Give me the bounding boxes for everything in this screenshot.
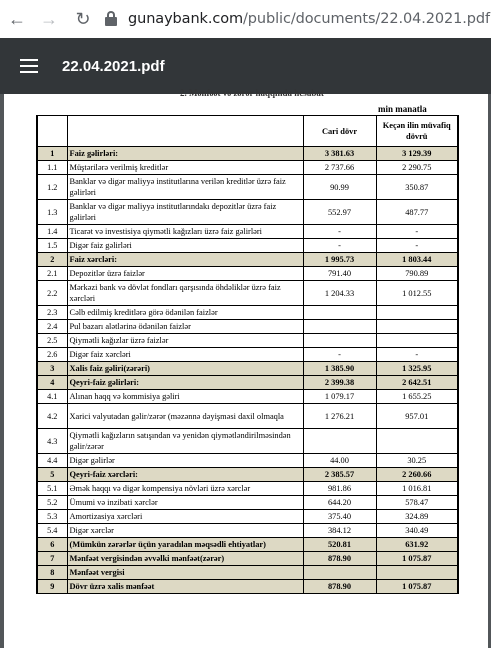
url-text[interactable]	[128, 11, 490, 27]
row-current-value: 791.40	[303, 267, 376, 281]
reload-icon[interactable]: ↻	[75, 8, 91, 29]
row-prior-value	[376, 429, 458, 454]
row-label: Əmək haqqı və digər kompensiya növləri üzrə xərclər	[67, 482, 303, 496]
row-current-value: -	[303, 239, 376, 253]
row-number: 7	[37, 552, 67, 566]
row-prior-value: -	[376, 225, 458, 239]
row-label: Ticarət və investisiya qiymətli kağızları üzrə faiz gəlirləri	[67, 225, 303, 239]
pdf-page	[4, 88, 488, 648]
table-row	[37, 454, 458, 468]
row-prior-value: 1 803.44	[376, 253, 458, 267]
row-label: Digər faiz gəlirləri	[67, 239, 303, 253]
row-prior-value: 3 129.39	[376, 147, 458, 161]
row-prior-value: 578.47	[376, 496, 458, 510]
table-row	[37, 552, 458, 566]
row-label: Alınan haqq və kommisiya gəliri	[67, 390, 303, 404]
row-label: Qiymətli kağızlar üzrə faizlər	[67, 334, 303, 348]
row-prior-value: -	[376, 239, 458, 253]
table-header-row	[37, 116, 458, 147]
lock-icon[interactable]	[104, 11, 118, 27]
row-current-value: 1 204.33	[303, 281, 376, 306]
header-current-period: Cari dövr	[303, 116, 376, 147]
row-prior-value: 1 012.55	[376, 281, 458, 306]
row-current-value: 520.81	[303, 538, 376, 552]
row-prior-value: 1 655.25	[376, 390, 458, 404]
row-current-value: 2 737.66	[303, 161, 376, 175]
row-number: 1.4	[37, 225, 67, 239]
row-prior-value: 1 075.87	[376, 580, 458, 594]
forward-arrow-icon[interactable]: →	[40, 8, 58, 29]
row-number: 2.4	[37, 320, 67, 334]
table-row	[37, 281, 458, 306]
row-current-value: 44.00	[303, 454, 376, 468]
row-number: 3	[37, 362, 67, 376]
table-row	[37, 334, 458, 348]
table-row	[37, 147, 458, 161]
row-number: 6	[37, 538, 67, 552]
row-label: Pul bazarı alətlərinə ödənilən faizlər	[67, 320, 303, 334]
row-label: Mənfəət vergisindən əvvəlki mənfəət(zərər)	[67, 552, 303, 566]
table-row	[37, 566, 458, 580]
row-current-value: 644.20	[303, 496, 376, 510]
row-current-value: 1 276.21	[303, 404, 376, 429]
table-row	[37, 429, 458, 454]
row-label: Banklar və digər maliyyə institutlarındakı depozitlər üzrə faiz gəlirləri	[67, 200, 303, 225]
browser-toolbar	[0, 0, 491, 38]
row-current-value: -	[303, 348, 376, 362]
row-label: (Mümkün zərərlər üçün yaradılan məqsədli ehtiyatlar)	[67, 538, 303, 552]
table-row	[37, 482, 458, 496]
row-number: 2.3	[37, 306, 67, 320]
row-number: 2.2	[37, 281, 67, 306]
row-number: 2.5	[37, 334, 67, 348]
row-prior-value: 30.25	[376, 454, 458, 468]
row-current-value	[303, 334, 376, 348]
table-row	[37, 320, 458, 334]
row-number: 1.5	[37, 239, 67, 253]
row-label: Xalis faiz gəliri(zərəri)	[67, 362, 303, 376]
table-row	[37, 524, 458, 538]
row-current-value: 375.40	[303, 510, 376, 524]
row-number: 8	[37, 566, 67, 580]
row-number: 4.1	[37, 390, 67, 404]
row-prior-value: 2 642.51	[376, 376, 458, 390]
row-number: 4.4	[37, 454, 67, 468]
row-prior-value: 2 260.66	[376, 468, 458, 482]
url-host: gunaybank.com	[128, 11, 244, 27]
row-prior-value: 340.49	[376, 524, 458, 538]
row-current-value: 1 385.90	[303, 362, 376, 376]
row-number: 1.1	[37, 161, 67, 175]
table-row	[37, 362, 458, 376]
row-prior-value: 790.89	[376, 267, 458, 281]
row-number: 5.3	[37, 510, 67, 524]
row-label: Amortizasiya xərcləri	[67, 510, 303, 524]
table-row	[37, 200, 458, 225]
back-arrow-icon[interactable]: ←	[8, 8, 26, 29]
row-prior-value: 487.77	[376, 200, 458, 225]
row-number: 5.1	[37, 482, 67, 496]
row-label: Digər gəlirlər	[67, 454, 303, 468]
header-blank-num	[37, 116, 67, 147]
row-current-value	[303, 320, 376, 334]
section-heading: 2. Mənfəət və zərər haqqında hesabat	[180, 88, 324, 98]
row-current-value: 981.86	[303, 482, 376, 496]
table-row	[37, 267, 458, 281]
table-row	[37, 161, 458, 175]
row-prior-value: -	[376, 348, 458, 362]
row-prior-value: 631.92	[376, 538, 458, 552]
row-label: Qiymətli kağızların satışından və yenidən qiymətləndirilməsindən gəlir/zərər	[67, 429, 303, 454]
row-current-value: 878.90	[303, 552, 376, 566]
row-prior-value: 350.87	[376, 175, 458, 200]
table-row	[37, 390, 458, 404]
row-current-value: 2 399.38	[303, 376, 376, 390]
row-prior-value: 324.89	[376, 510, 458, 524]
row-prior-value: 1 325.95	[376, 362, 458, 376]
table-row	[37, 580, 458, 594]
row-current-value: 1 995.73	[303, 253, 376, 267]
row-current-value: 384.12	[303, 524, 376, 538]
table-row	[37, 468, 458, 482]
table-row	[37, 225, 458, 239]
pdf-viewer-toolbar	[0, 38, 491, 94]
row-current-value	[303, 429, 376, 454]
row-prior-value	[376, 320, 458, 334]
row-current-value: 90.99	[303, 175, 376, 200]
row-number: 4	[37, 376, 67, 390]
unit-label: min manatla	[378, 104, 427, 114]
row-label: Qeyri-faiz gəlirləri:	[67, 376, 303, 390]
table-row	[37, 253, 458, 267]
row-label: Cəlb edilmiş kreditlərə görə ödənilən faizlər	[67, 306, 303, 320]
row-number: 5.2	[37, 496, 67, 510]
row-number: 2.1	[37, 267, 67, 281]
row-prior-value: 1 075.87	[376, 552, 458, 566]
row-current-value	[303, 306, 376, 320]
row-number: 2.6	[37, 348, 67, 362]
row-label: Mərkəzi bank və dövlət fondları qarşısında öhdəliklər üzrə faiz xərcləri	[67, 281, 303, 306]
table-row	[37, 175, 458, 200]
row-label: Ümumi və inzibati xərclər	[67, 496, 303, 510]
row-prior-value: 957.01	[376, 404, 458, 429]
row-number: 5	[37, 468, 67, 482]
row-current-value: 1 079.17	[303, 390, 376, 404]
row-prior-value	[376, 334, 458, 348]
row-current-value: 3 381.63	[303, 147, 376, 161]
row-label: Xarici valyutadan gəlir/zərər (məzənnə dəyişməsi daxil olmaqla	[67, 404, 303, 429]
row-number: 9	[37, 580, 67, 594]
row-label: Mənfəət vergisi	[67, 566, 303, 580]
row-label: Faiz xərcləri:	[67, 253, 303, 267]
row-label: Banklar və digər maliyyə institutlarına verilən kreditlər üzrə faiz gəlirləri	[67, 175, 303, 200]
row-current-value: 2 385.57	[303, 468, 376, 482]
row-current-value: 552.97	[303, 200, 376, 225]
row-prior-value	[376, 566, 458, 580]
row-number: 4.2	[37, 404, 67, 429]
pdf-viewer-area	[0, 88, 491, 648]
table-row	[37, 404, 458, 429]
row-prior-value: 1 016.81	[376, 482, 458, 496]
row-number: 1.2	[37, 175, 67, 200]
table-row	[37, 239, 458, 253]
row-current-value: -	[303, 225, 376, 239]
row-prior-value: 2 290.75	[376, 161, 458, 175]
table-row	[37, 376, 458, 390]
income-statement-table	[36, 115, 459, 594]
table-row	[37, 348, 458, 362]
header-blank-label	[67, 116, 303, 147]
url-path: /public/documents/22.04.2021.pdf	[243, 11, 490, 27]
table-row	[37, 496, 458, 510]
row-label: Digər faiz xərcləri	[67, 348, 303, 362]
header-prior-period: Keçən ilin müvafiq dövrü	[376, 116, 458, 147]
table-row	[37, 306, 458, 320]
row-number: 1	[37, 147, 67, 161]
address-bar[interactable]	[104, 5, 491, 33]
row-number: 1.3	[37, 200, 67, 225]
row-label: Digər xərclər	[67, 524, 303, 538]
row-label: Qeyri-faiz xərcləri:	[67, 468, 303, 482]
row-label: Dövr üzrə xalis mənfəət	[67, 580, 303, 594]
table-row	[37, 538, 458, 552]
hamburger-menu-icon[interactable]	[20, 59, 38, 73]
row-label: Faiz gəlirləri:	[67, 147, 303, 161]
table-row	[37, 510, 458, 524]
row-label: Müştərilərə verilmiş kreditlər	[67, 161, 303, 175]
row-number: 2	[37, 253, 67, 267]
row-number: 4.3	[37, 429, 67, 454]
row-label: Depozitlər üzrə faizlər	[67, 267, 303, 281]
row-number: 5.4	[37, 524, 67, 538]
row-current-value: 878.90	[303, 580, 376, 594]
pdf-file-title: 22.04.2021.pdf	[62, 57, 165, 75]
row-prior-value	[376, 306, 458, 320]
row-current-value	[303, 566, 376, 580]
